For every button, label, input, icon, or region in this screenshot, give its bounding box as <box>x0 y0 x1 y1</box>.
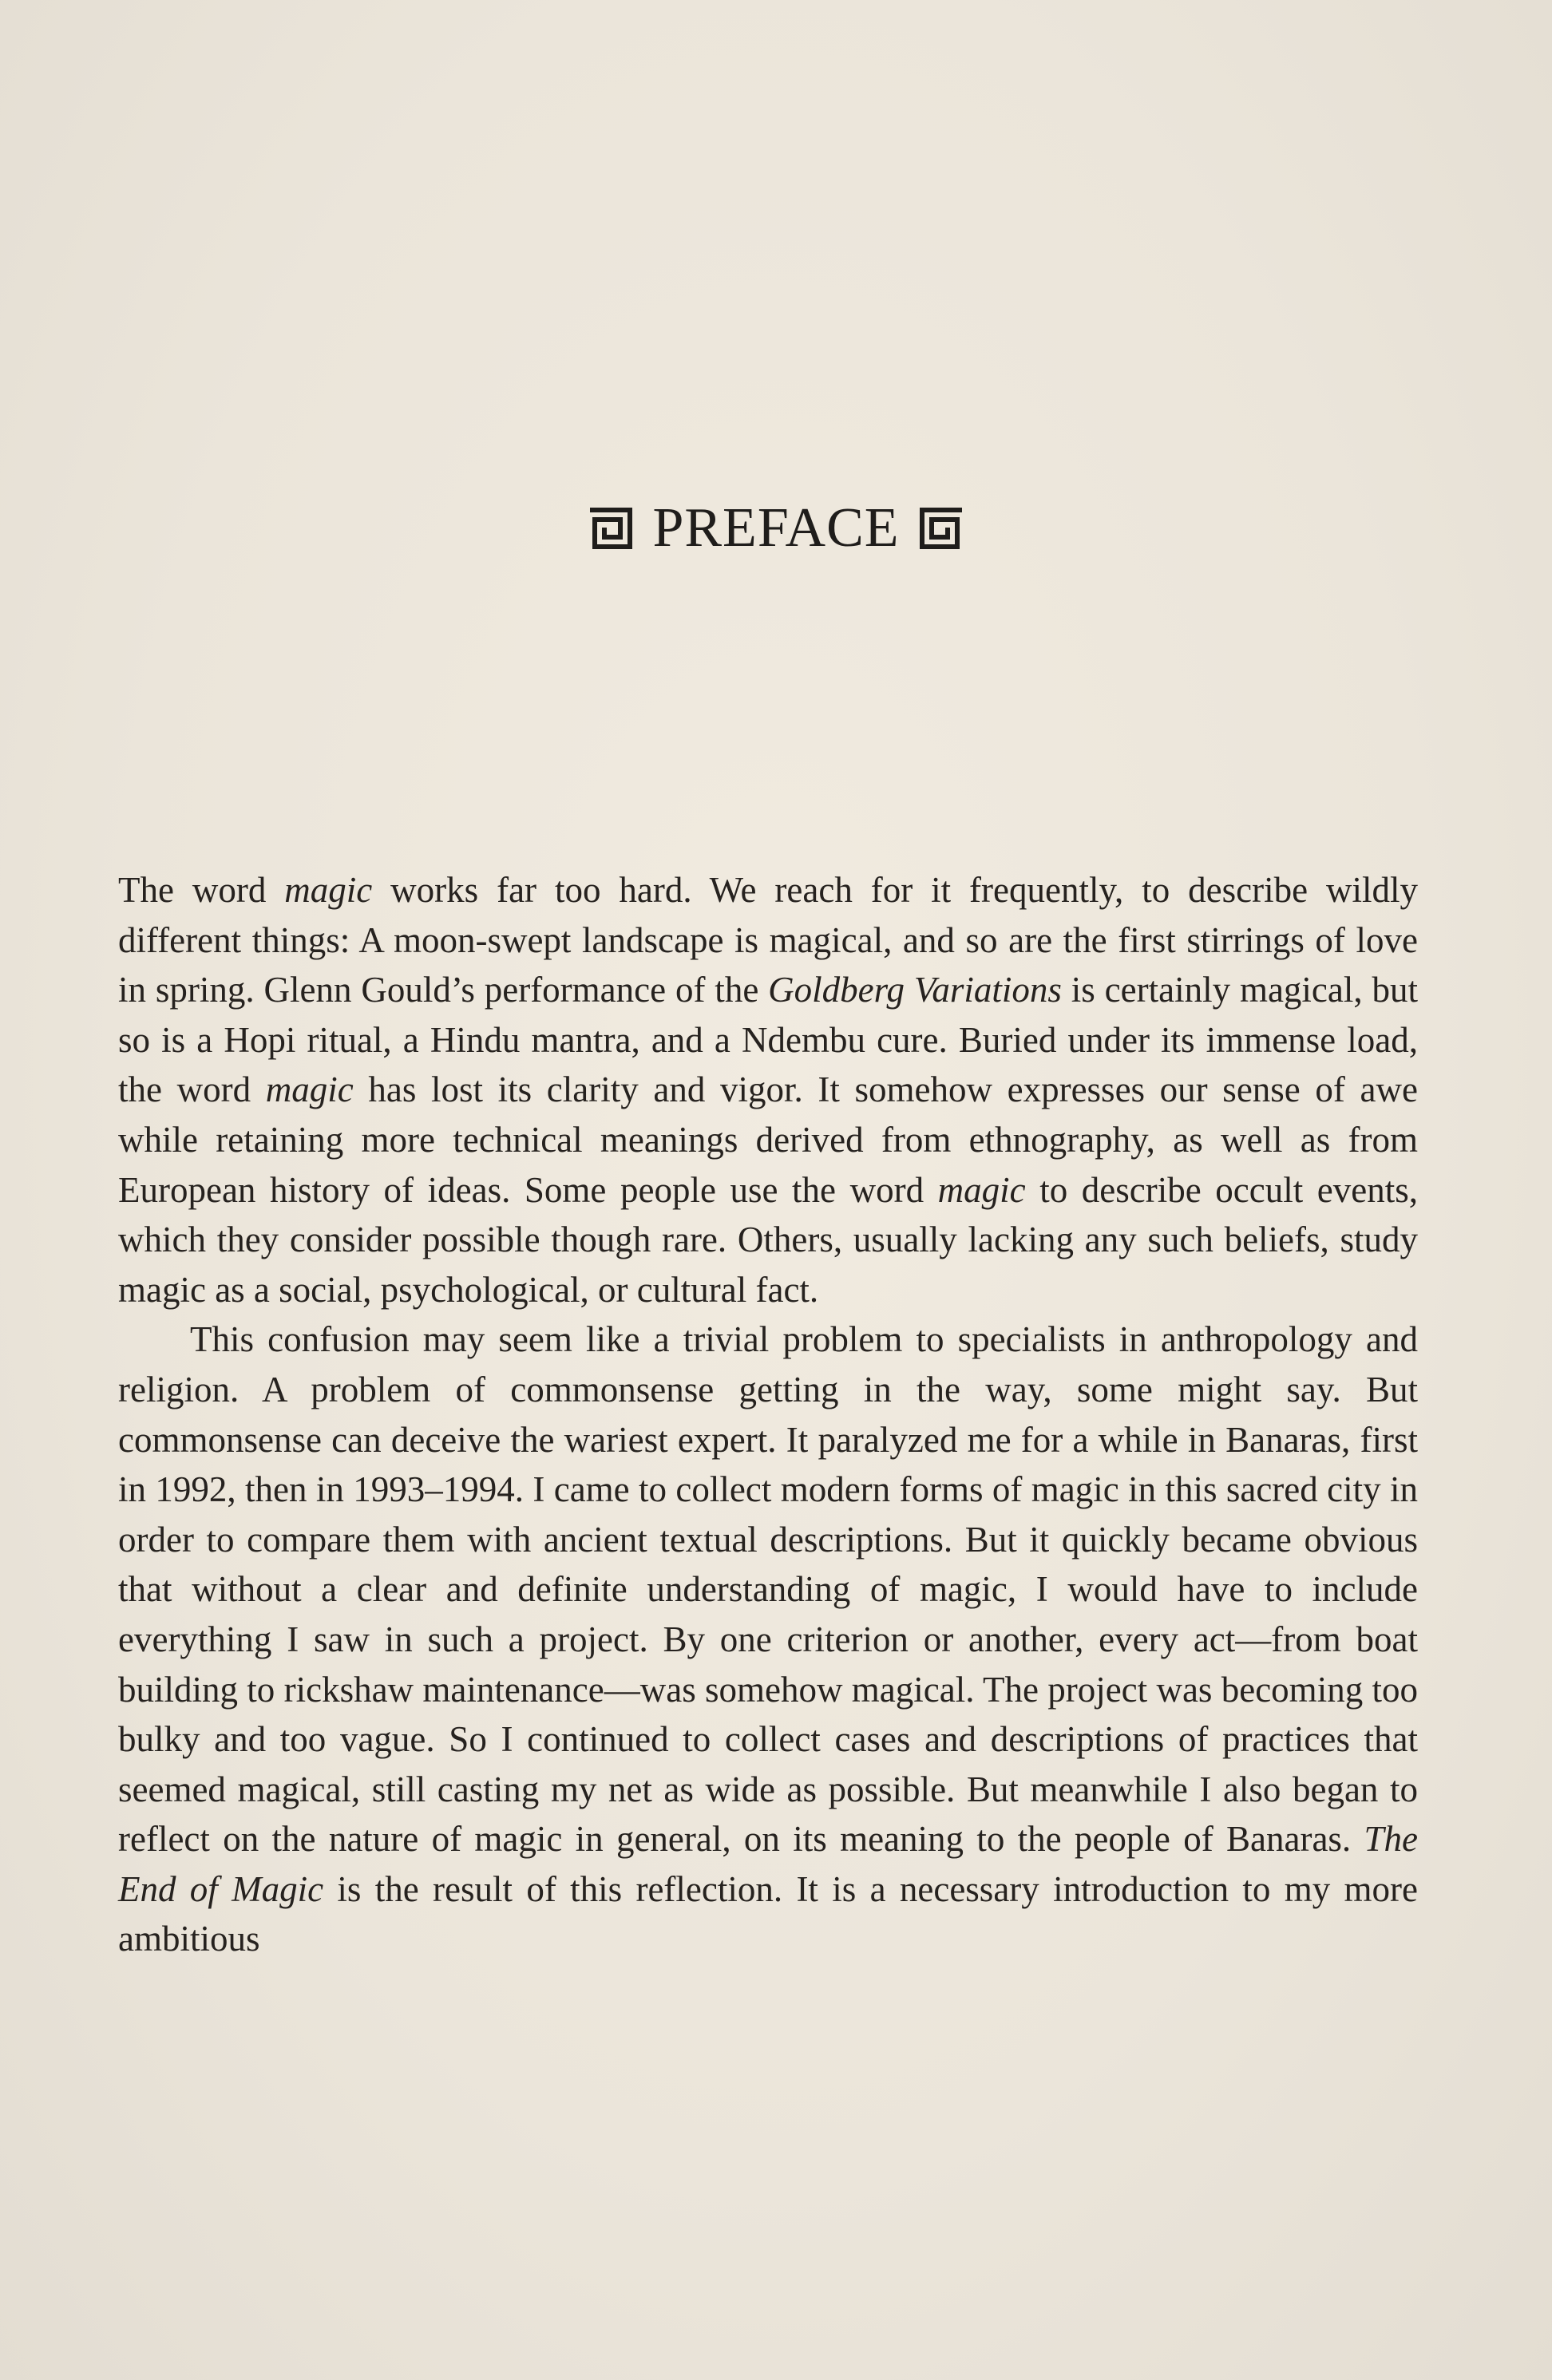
text-run: has lost its clarity and vigor. It somehow expresses our sense of awe while retaining more technical meanings derived from ethnography, as well as from European history of ideas. Some people use the word <box>118 1069 1418 1210</box>
italic-text: The End of Magic <box>118 1819 1418 1909</box>
italic-text: magic <box>284 870 373 910</box>
text-run: This confusion may seem like a trivial problem to specialists in anthropology and religion. A problem of commonsense getting in the way, some might say. But commonsense can deceive the wariest expert. It paralyzed me for a while in Banaras, first in 1992, then in 1993–1994. I came to collect modern forms of magic in this sacred city in order to compare them with ancient textual descriptions. But it quickly became obvious that without a clear and definite understanding of magic, I would have to include everything I saw in such a project. By one criterion or another, every act—from boat building to rickshaw maintenance—was somehow magical. The project was becoming too bulky and too vague. So I continued to collect cases and descriptions of practices that seemed magical, still casting my net as wide as possible. But meanwhile I also began to reflect on the nature of magic in general, on its meaning to the people of Banaras. <box>118 1319 1418 1860</box>
chapter-heading <box>0 488 1552 568</box>
text-run: is the result of this reflection. It is a necessary introduction to my more ambitious <box>118 1868 1418 1959</box>
page-title: PREFACE <box>652 497 900 559</box>
paragraph <box>118 1315 1418 1964</box>
square-spiral-ornament-icon <box>919 505 965 552</box>
text-run: The word <box>118 870 285 910</box>
italic-text: magic <box>937 1169 1026 1210</box>
italic-text: Goldberg Variations <box>768 970 1062 1010</box>
text-run: works far too hard. We reach for it frequently, to describe wildly different things: A moon-swept landscape is magical, and so are the first stirrings of love in spring. Glenn Gould’s performance of the <box>118 870 1418 1010</box>
body-text <box>118 865 1418 1964</box>
text-run: is certainly magical, but so is a Hopi ritual, a Hindu mantra, and a Ndembu cure. Buried under its immense load, the word <box>118 970 1419 1110</box>
paragraph <box>118 865 1418 1315</box>
text-run: to describe occult events, which they consider possible though rare. Others, usually lacking any such beliefs, study magic as a social, psychological, or cultural fact. <box>118 1169 1418 1310</box>
italic-text: magic <box>265 1069 354 1110</box>
square-spiral-ornament-icon <box>587 505 633 552</box>
